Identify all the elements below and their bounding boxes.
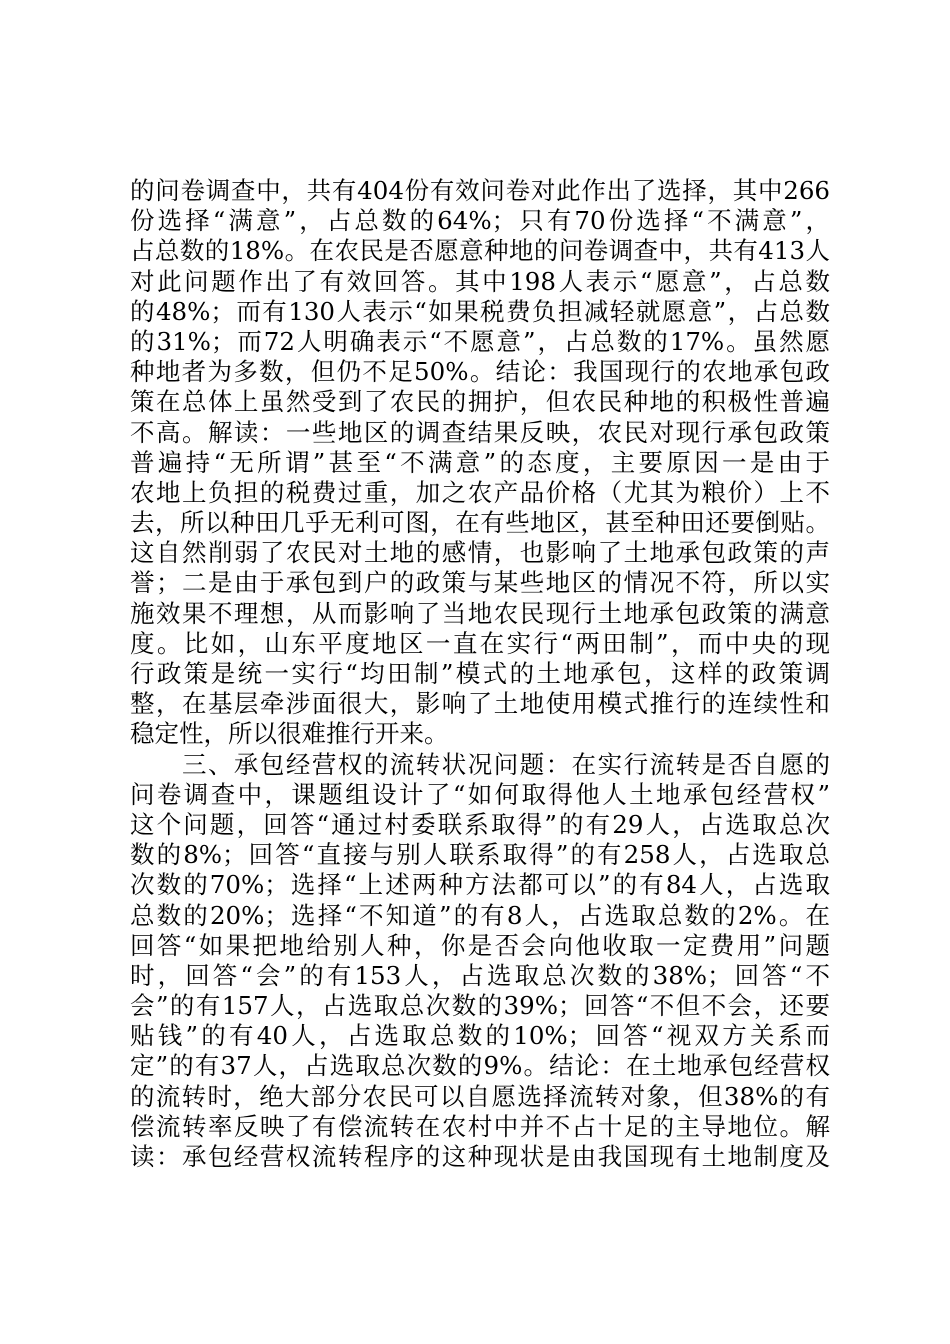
text-line: 总数的20%；选择“不知道”的有8人，占选取总数的2%。在 xyxy=(130,900,830,930)
text-line: 会”的有157人，占选取总次数的39%；回答“不但不会，还要 xyxy=(130,991,830,1021)
text-line: 占总数的18%。在农民是否愿意种地的问卷调查中，共有413人 xyxy=(130,236,830,266)
text-line: 去，所以种田几乎无利可图，在有些地区，甚至种田还要倒贴。 xyxy=(130,508,830,538)
text-line: 的31%；而72人明确表示“不愿意”，占总数的17%。虽然愿 xyxy=(130,326,830,356)
text-line: 读：承包经营权流转程序的这种现状是由我国现有土地制度及 xyxy=(130,1142,830,1171)
section-heading-line: 三、承包经营权的流转状况问题：在实行流转是否自愿的 xyxy=(130,749,830,779)
text-line: 整，在基层牵涉面很大，影响了土地使用模式推行的连续性和 xyxy=(130,689,830,719)
text-line: 的48%；而有130人表示“如果税费负担减轻就愿意”，占总数 xyxy=(130,296,830,326)
text-line: 贴钱”的有40人，占选取总数的10%；回答“视双方关系而 xyxy=(130,1021,830,1051)
text-line: 定”的有37人，占选取总次数的9%。结论：在土地承包经营权 xyxy=(130,1051,830,1081)
text-line: 偿流转率反映了有偿流转在农村中并不占十足的主导地位。解 xyxy=(130,1111,830,1141)
text-line: 行政策是统一实行“均田制”模式的土地承包，这样的政策调 xyxy=(130,659,830,688)
text-line: 誉；二是由于承包到户的政策与某些地区的情况不符，所以实 xyxy=(130,568,830,598)
body-text xyxy=(130,176,830,1172)
text-line: 这个问题，回答“通过村委联系取得”的有29人，占选取总次 xyxy=(130,809,830,839)
text-line: 种地者为多数，但仍不足50%。结论：我国现行的农地承包政 xyxy=(130,357,830,387)
text-line: 回答“如果把地给别人种，你是否会向他收取一定费用”问题 xyxy=(130,930,830,960)
text-line: 农地上负担的税费过重，加之农产品价格（尤其为粮价）上不 xyxy=(130,477,830,507)
text-line: 度。比如，山东平度地区一直在实行“两田制”，而中央的现 xyxy=(130,628,830,658)
text-line: 普遍持“无所谓”甚至“不满意”的态度，主要原因一是由于 xyxy=(130,447,830,477)
text-line: 的问卷调查中，共有404份有效问卷对此作出了选择，其中266 xyxy=(130,176,830,205)
text-line: 施效果不理想，从而影响了当地农民现行土地承包政策的满意 xyxy=(130,598,830,628)
text-line: 这自然削弱了农民对土地的感情，也影响了土地承包政策的声 xyxy=(130,538,830,568)
text-line: 对此问题作出了有效回答。其中198人表示“愿意”，占总数 xyxy=(130,266,830,296)
text-line: 的流转时，绝大部分农民可以自愿选择流转对象，但38%的有 xyxy=(130,1081,830,1111)
text-line: 问卷调查中，课题组设计了“如何取得他人土地承包经营权” xyxy=(130,779,830,809)
paragraph-end-line: 稳定性，所以很难推行开来。 xyxy=(130,719,449,749)
text-line: 次数的70%；选择“上述两种方法都可以”的有84人，占选取 xyxy=(130,870,830,900)
text-line: 份选择“满意”，占总数的64%；只有70份选择“不满意”， xyxy=(130,206,830,236)
text-line: 时，回答“会”的有153人，占选取总次数的38%；回答“不 xyxy=(130,960,830,990)
text-line: 数的8%；回答“直接与别人联系取得”的有258人，占选取总 xyxy=(130,840,830,870)
text-line: 不高。解读：一些地区的调查结果反映，农民对现行承包政策 xyxy=(130,417,830,447)
text-line: 策在总体上虽然受到了农民的拥护，但农民种地的积极性普遍 xyxy=(130,387,830,417)
